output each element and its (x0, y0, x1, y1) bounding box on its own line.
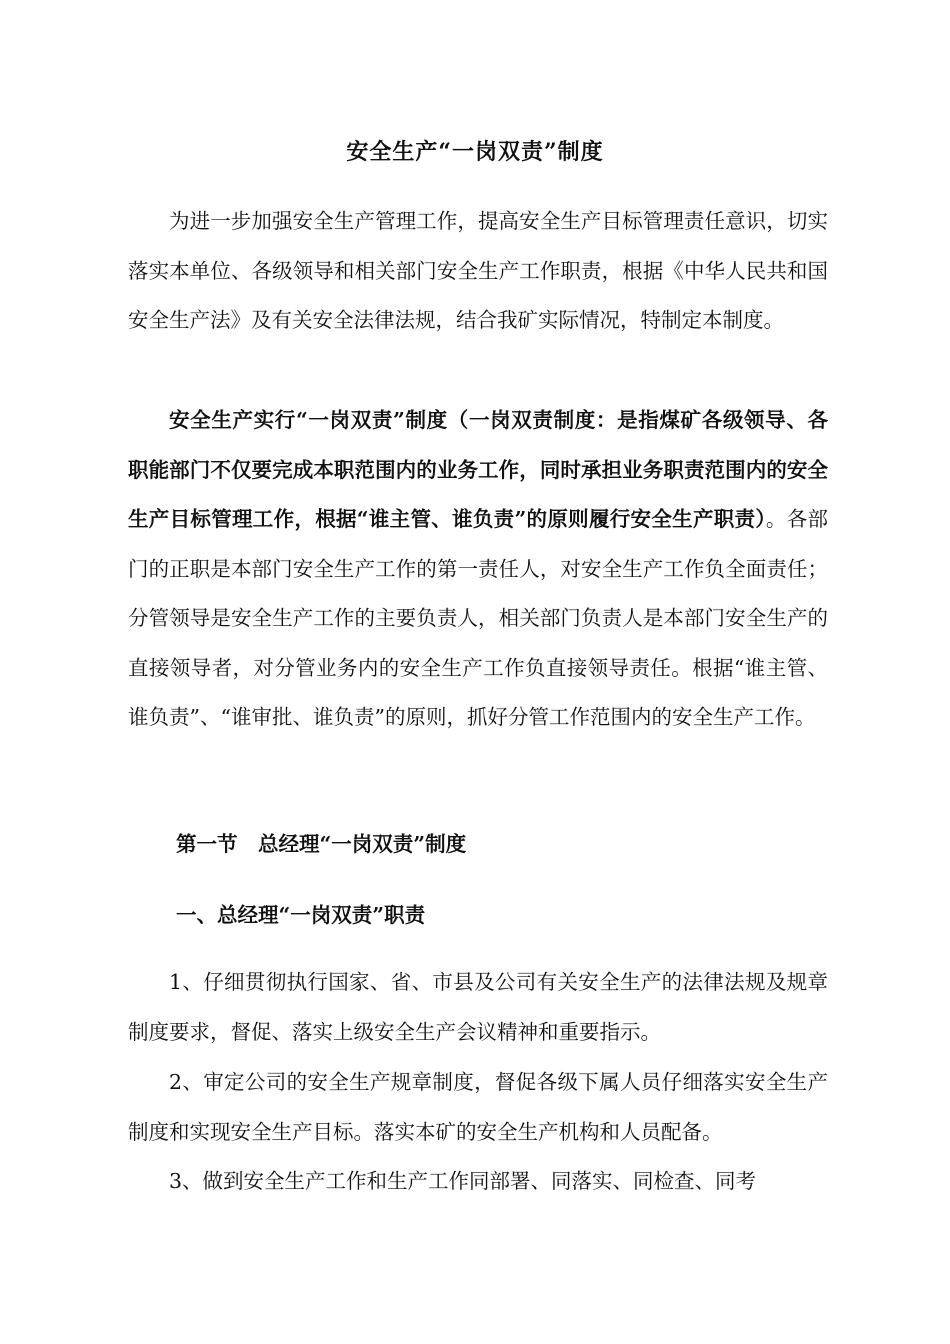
intro-paragraph: 为进一步加强安全生产管理工作，提高安全生产目标管理责任意识，切实落实本单位、各级领导和相关部门安全生产工作职责，根据《中华人民共和国安全生产法》及有关安全法律法规，结合我矿实际情况，特制定本制度。 (128, 209, 828, 332)
definition-paragraph (128, 396, 828, 743)
subsection-heading: 一、总经理“一岗双责”职责 (176, 903, 426, 927)
duty-item-2: 2、审定公司的安全生产规章制度，督促各级下属人员仔细落实安全生产制度和实现安全生产目标。落实本矿的安全生产机构和人员配备。 (128, 1070, 828, 1144)
duty-item-1: 1、仔细贯彻执行国家、省、市县及公司有关安全生产的法律法规及规章制度要求，督促、落实上级安全生产会议精神和重要指示。 (128, 970, 828, 1044)
duty-item-3: 3、做到安全生产工作和生产工作同部署、同落实、同检查、同考 (169, 1169, 757, 1193)
definition-bold-text: 安全生产实行“一岗双责”制度（一岗双责制度：是指煤矿各级领导、各职能部门不仅要完成本职范围内的业务工作，同时承担业务职责范围内的安全生产目标管理工作，根据“谁主管、谁负责”的原则履行安全生产职责） (128, 408, 828, 531)
section-heading: 第一节 总经理“一岗双责”制度 (176, 832, 467, 856)
document-title: 安全生产“一岗双责”制度 (346, 139, 604, 165)
definition-rest-text: 。各部门的正职是本部门安全生产工作的第一责任人，对安全生产工作负全面责任；分管领导是安全生产工作的主要负责人，相关部门负责人是本部门安全生产的直接领导者，对分管业务内的安全生产工作负直接领导责任。根据“谁主管、谁负责”、“谁审批、谁负责”的原则，抓好分管工作范围内的安全生产工作。 (128, 507, 828, 729)
